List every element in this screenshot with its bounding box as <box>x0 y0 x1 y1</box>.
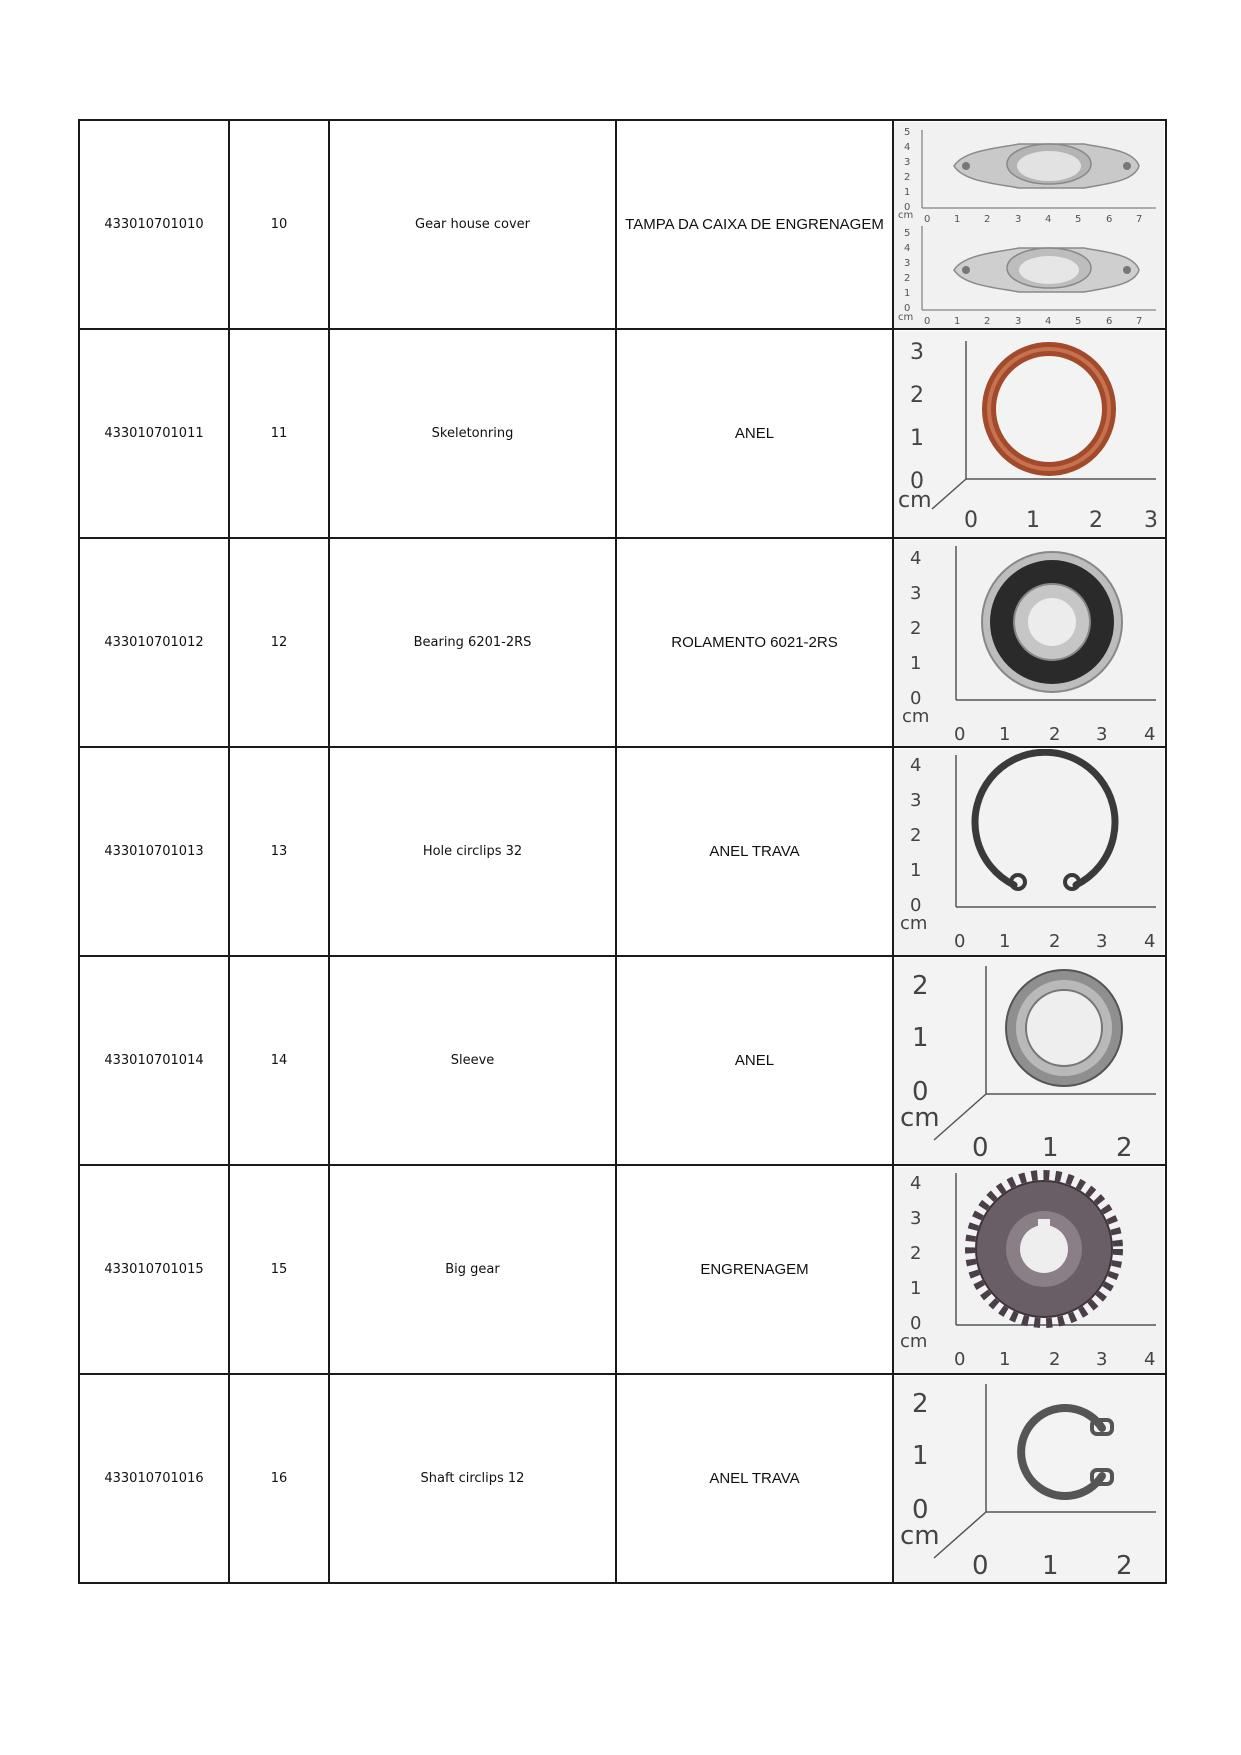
scale-y-label: 2 <box>910 1242 922 1264</box>
scale-x-label: 0 <box>972 1550 989 1581</box>
scale-y-label: 0 <box>910 468 924 494</box>
scale-x-label: 3 <box>1096 1348 1108 1370</box>
scale-y-label: 0 <box>904 201 911 213</box>
scale-y-label: 0 <box>910 687 922 709</box>
part-code: 433010701012 <box>79 538 229 747</box>
scale-x-label: 2 <box>1116 1550 1133 1581</box>
scale-unit-label: cm <box>900 912 928 934</box>
scale-x-label: 2 <box>1049 723 1061 745</box>
scale-y-label: 3 <box>904 257 911 269</box>
scale-unit-label: cm <box>900 1520 940 1551</box>
part-name-en: Shaft circlips 12 <box>329 1374 616 1583</box>
gear-house-cover-photo <box>894 122 1164 328</box>
scale-y-label: 5 <box>904 227 911 239</box>
part-code: 433010701014 <box>79 956 229 1165</box>
scale-y-label: 4 <box>904 141 911 153</box>
scale-y-label: 2 <box>904 171 911 183</box>
part-name-pt: ANEL TRAVA <box>616 1374 893 1583</box>
item-number: 12 <box>229 538 329 747</box>
item-number: 15 <box>229 1165 329 1374</box>
scale-y-label: 2 <box>910 382 924 408</box>
scale-y-label: 0 <box>912 1494 929 1525</box>
scale-x-label: 4 <box>1144 1348 1156 1370</box>
part-code: 433010701016 <box>79 1374 229 1583</box>
scale-x-label: 4 <box>1144 930 1156 952</box>
scale-x-label: 3 <box>1015 213 1022 225</box>
scale-unit-label: cm <box>898 487 932 513</box>
scale-x-label: 6 <box>1106 315 1113 327</box>
scale-x-label: 1 <box>954 315 961 327</box>
part-code: 433010701011 <box>79 329 229 538</box>
scale-x-label: 3 <box>1096 930 1108 952</box>
scale-x-label: 6 <box>1106 213 1113 225</box>
scale-x-label: 2 <box>1116 1132 1133 1163</box>
scale-x-label: 2 <box>984 213 991 225</box>
part-name-en: Hole circlips 32 <box>329 747 616 956</box>
hole-circlip-photo <box>894 749 1164 955</box>
part-code: 433010701013 <box>79 747 229 956</box>
scale-y-label: 1 <box>910 425 924 451</box>
table-row <box>79 1374 1166 1583</box>
scale-y-label: 1 <box>910 859 922 881</box>
scale-y-label: 4 <box>904 242 911 254</box>
bearing-photo <box>894 540 1164 746</box>
scale-x-label: 0 <box>954 930 966 952</box>
scale-y-label: 4 <box>910 1172 922 1194</box>
big-gear-photo <box>894 1167 1164 1373</box>
scale-y-label: 3 <box>910 339 924 365</box>
scale-unit-label: cm <box>898 311 914 323</box>
part-name-pt: ROLAMENTO 6021-2RS <box>616 538 893 747</box>
part-code: 433010701010 <box>79 120 229 329</box>
scale-x-label: 0 <box>954 1348 966 1370</box>
scale-x-label: 3 <box>1096 723 1108 745</box>
scale-x-label: 7 <box>1136 213 1143 225</box>
scale-y-label: 0 <box>910 894 922 916</box>
scale-y-label: 2 <box>904 272 911 284</box>
table-row <box>79 120 1166 329</box>
scale-unit-label: cm <box>900 1330 928 1352</box>
part-name-en: Sleeve <box>329 956 616 1165</box>
part-code: 433010701015 <box>79 1165 229 1374</box>
table-row <box>79 956 1166 1165</box>
table-row <box>79 538 1166 747</box>
scale-y-label: 0 <box>910 1312 922 1334</box>
item-number: 13 <box>229 747 329 956</box>
part-name-pt: ANEL <box>616 329 893 538</box>
scale-y-label: 4 <box>910 547 922 569</box>
scale-x-label: 0 <box>954 723 966 745</box>
part-name-pt: ENGRENAGEM <box>616 1165 893 1374</box>
scale-y-label: 2 <box>912 970 929 1001</box>
shaft-circlip-photo <box>894 1376 1164 1582</box>
skeleton-ring-photo <box>894 331 1164 537</box>
part-name-pt: ANEL TRAVA <box>616 747 893 956</box>
scale-x-label: 0 <box>924 315 931 327</box>
part-name-en: Big gear <box>329 1165 616 1374</box>
scale-y-label: 0 <box>912 1076 929 1107</box>
part-name-pt: ANEL <box>616 956 893 1165</box>
scale-y-label: 3 <box>910 582 922 604</box>
scale-x-label: 5 <box>1075 315 1082 327</box>
scale-unit-label: cm <box>898 209 914 221</box>
scale-x-label: 0 <box>924 213 931 225</box>
item-number: 11 <box>229 329 329 538</box>
scale-y-label: 3 <box>910 789 922 811</box>
scale-y-label: 4 <box>910 754 922 776</box>
table-row <box>79 1165 1166 1374</box>
scale-y-label: 1 <box>904 287 911 299</box>
part-name-en: Skeletonring <box>329 329 616 538</box>
scale-x-label: 1 <box>1026 507 1040 533</box>
scale-y-label: 5 <box>904 126 911 138</box>
scale-y-label: 0 <box>904 302 911 314</box>
item-number: 16 <box>229 1374 329 1583</box>
scale-unit-label: cm <box>900 1102 940 1133</box>
parts-table <box>78 119 1167 1584</box>
scale-x-label: 2 <box>1089 507 1103 533</box>
scale-y-label: 2 <box>910 617 922 639</box>
scale-x-label: 2 <box>984 315 991 327</box>
scale-y-label: 1 <box>912 1022 929 1053</box>
item-number: 10 <box>229 120 329 329</box>
scale-x-label: 3 <box>1144 507 1158 533</box>
scale-y-label: 2 <box>912 1388 929 1419</box>
scale-x-label: 5 <box>1075 213 1082 225</box>
scale-y-label: 1 <box>910 1277 922 1299</box>
scale-x-label: 1 <box>999 1348 1011 1370</box>
scale-y-label: 1 <box>910 652 922 674</box>
scale-y-label: 3 <box>910 1207 922 1229</box>
table-row <box>79 329 1166 538</box>
scale-x-label: 1 <box>1042 1550 1059 1581</box>
part-name-en: Gear house cover <box>329 120 616 329</box>
part-name-pt: TAMPA DA CAIXA DE ENGRENAGEM <box>616 120 893 329</box>
scale-x-label: 3 <box>1015 315 1022 327</box>
scale-y-label: 1 <box>904 186 911 198</box>
scale-x-label: 4 <box>1045 315 1052 327</box>
scale-x-label: 1 <box>999 930 1011 952</box>
scale-y-label: 3 <box>904 156 911 168</box>
item-number: 14 <box>229 956 329 1165</box>
scale-x-label: 4 <box>1144 723 1156 745</box>
scale-unit-label: cm <box>902 705 930 727</box>
scale-x-label: 7 <box>1136 315 1143 327</box>
table-row <box>79 747 1166 956</box>
sleeve-photo <box>894 958 1164 1164</box>
part-name-en: Bearing 6201-2RS <box>329 538 616 747</box>
scale-x-label: 4 <box>1045 213 1052 225</box>
scale-x-label: 2 <box>1049 1348 1061 1370</box>
scale-x-label: 1 <box>999 723 1011 745</box>
scale-x-label: 1 <box>1042 1132 1059 1163</box>
scale-x-label: 2 <box>1049 930 1061 952</box>
scale-x-label: 1 <box>954 213 961 225</box>
scale-x-label: 0 <box>964 507 978 533</box>
scale-x-label: 0 <box>972 1132 989 1163</box>
scale-y-label: 1 <box>912 1440 929 1471</box>
scale-y-label: 2 <box>910 824 922 846</box>
